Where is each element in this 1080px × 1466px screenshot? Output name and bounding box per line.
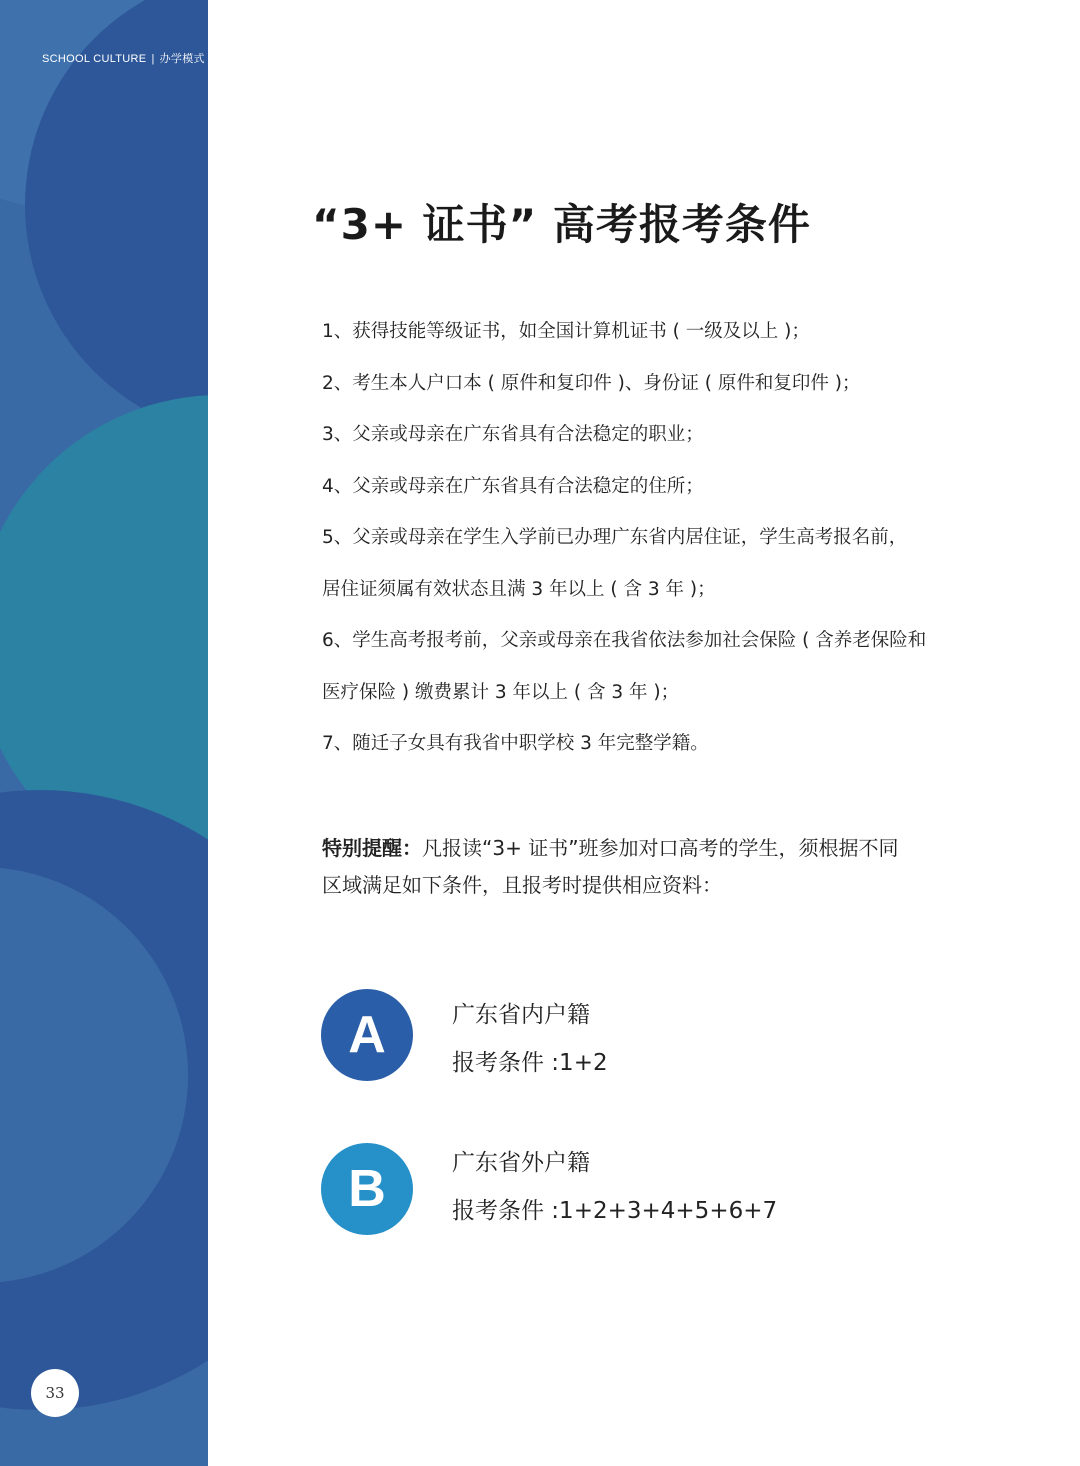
condition-item: 6、学生高考报考前，父亲或母亲在我省依法参加社会保险 ( 含养老保险和 (322, 630, 927, 651)
section-chinese-label: 办学模式 (159, 53, 205, 65)
category-a-name: 广东省内户籍 (452, 1002, 590, 1028)
special-reminder (322, 830, 982, 904)
section-english-label: SCHOOL CULTURE (42, 53, 147, 65)
section-separator: | (151, 53, 155, 65)
condition-item-continued: 医疗保险 ) 缴费累计 3 年以上 ( 含 3 年 )； (322, 681, 680, 703)
page-number: 33 (31, 1369, 79, 1417)
category-a (452, 991, 608, 1087)
condition-item: 7、随迁子女具有我省中职学校 3 年完整学籍。 (322, 733, 709, 754)
condition-item: 2、考生本人户口本 ( 原件和复印件 )、身份证 ( 原件和复印件 )； (322, 372, 861, 394)
condition-item: 4、父亲或母亲在广东省具有合法稳定的住所； (322, 475, 704, 497)
condition-item: 3、父亲或母亲在广东省具有合法稳定的职业； (322, 424, 704, 445)
conditions-list (322, 306, 1002, 770)
reminder-text-line2: 区域满足如下条件，且报考时提供相应资料： (322, 873, 722, 897)
reminder-text-line1: 凡报读“3+ 证书”班参加对口高考的学生，须根据不同 (422, 836, 899, 860)
page-title: “3+ 证书” 高考报考条件 (312, 200, 811, 249)
category-b-requirement: 报考条件 :1+2+3+4+5+6+7 (452, 1198, 778, 1224)
category-b-name: 广东省外户籍 (452, 1150, 590, 1176)
category-a-badge: A (321, 989, 413, 1081)
category-b (452, 1139, 777, 1235)
sidebar-circles-graphic (0, 0, 208, 1466)
reminder-label: 特别提醒： (322, 836, 422, 860)
section-header (42, 50, 205, 66)
condition-item-continued: 居住证须属有效状态且满 3 年以上 ( 含 3 年 )； (322, 578, 716, 600)
category-a-requirement: 报考条件 :1+2 (452, 1050, 608, 1076)
condition-item: 1、获得技能等级证书，如全国计算机证书 ( 一级及以上 )； (322, 321, 810, 342)
decorative-sidebar (0, 0, 208, 1466)
condition-item: 5、父亲或母亲在学生入学前已办理广东省内居住证，学生高考报名前， (322, 527, 908, 548)
category-b-badge: B (321, 1143, 413, 1235)
